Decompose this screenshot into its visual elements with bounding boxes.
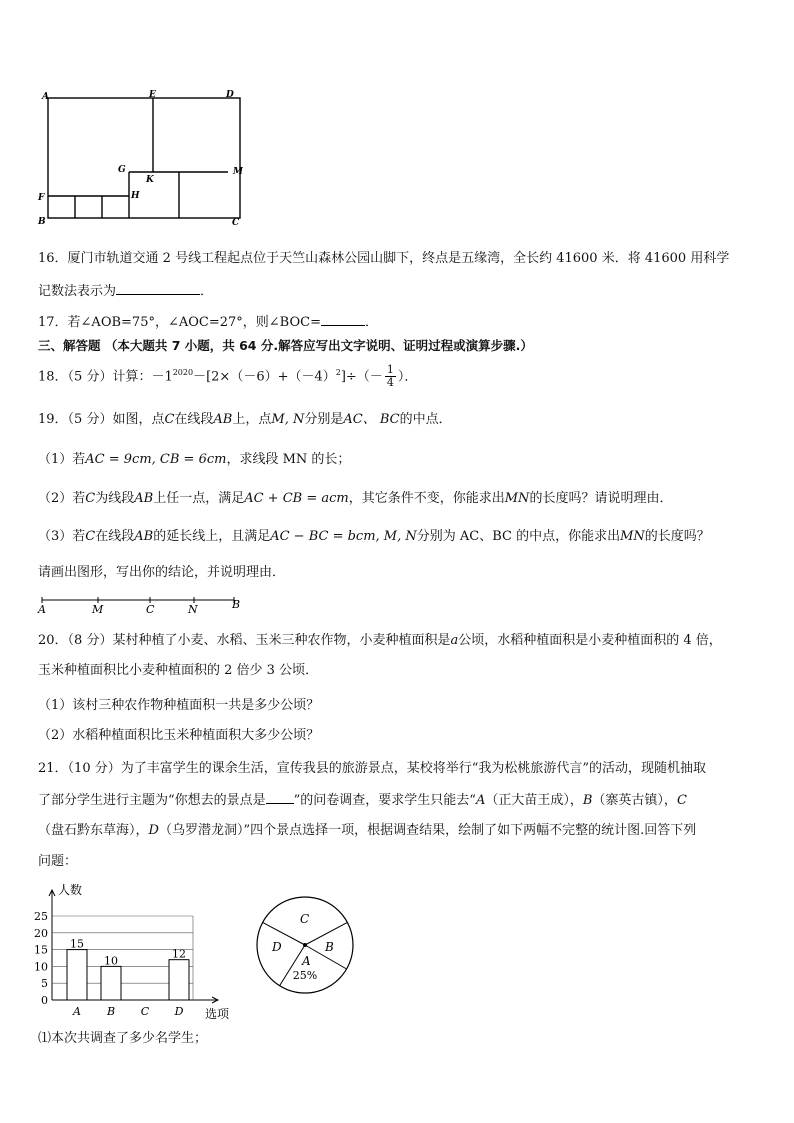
q21-line1: 21．（10 分）为了丰富学生的课余生活，宣传我县的旅游景点，某校将举行“我为松桃旅游代言”的活动，现随机抽取	[38, 761, 707, 776]
q18-exponent-2: 2	[335, 368, 341, 377]
q19-part1	[38, 451, 758, 469]
label-E: E	[149, 90, 156, 100]
seg-label-B: B	[232, 598, 241, 611]
q19-p1-t1: （1）若	[38, 452, 86, 467]
q21-line4: 问题：	[38, 854, 78, 869]
q18-line	[38, 358, 758, 388]
q19-p2-t1: （2）若	[38, 491, 86, 506]
q19-p2-t5: 的长度吗？请说明理由．	[529, 491, 673, 506]
q17-end: ．	[364, 315, 378, 330]
q21-C: C	[676, 793, 687, 808]
q19-p1-t2: ，求线段 MN 的长；	[226, 452, 351, 467]
q21-B: B	[582, 793, 593, 808]
bar-label-D: 12	[172, 947, 186, 961]
q18-text-1: 18．（5 分）计算：－1	[38, 369, 173, 385]
q19-p2-eq: AC + CB = acm	[244, 491, 349, 506]
q19-p3-AB: AB	[134, 529, 154, 544]
y-tick-label: 20	[34, 926, 48, 940]
q19-p3-t2: 在线段	[95, 529, 135, 544]
label-K: K	[146, 175, 154, 185]
label-B: B	[38, 217, 46, 227]
pie-label-B: B	[325, 940, 334, 954]
segment-figure	[36, 593, 246, 615]
q19-p2-t4: ，其它条件不变，你能求出	[348, 491, 505, 506]
q17-text: 17．若∠AOB=75°，∠AOC=27°，则∠BOC=	[38, 315, 321, 330]
q19-p3-t4: 分别为 AC、BC 的中点，你能求出	[416, 529, 621, 544]
seg-label-A: A	[38, 603, 46, 615]
q19-t1: 19．（5 分）如图，点	[38, 412, 165, 427]
q21-D: D	[148, 823, 159, 838]
q20-part1: （1）该村三种农作物种植面积一共是多少公顷？	[38, 698, 320, 713]
bar-A	[67, 950, 87, 1000]
bar-chart	[28, 878, 243, 1023]
q19-t2: 在线段	[174, 412, 214, 427]
q21-t3: （正大苗王成），	[485, 793, 583, 808]
label-H: H	[131, 191, 140, 201]
y-axis-label: 人数	[58, 883, 83, 897]
bar-B	[101, 966, 121, 1000]
q19-AB: AB	[213, 412, 233, 427]
q21-t4: （寨英古镇），	[592, 793, 677, 808]
label-D: D	[226, 90, 234, 100]
rectangle-figure	[36, 88, 256, 228]
q19-t3: 上，点	[232, 412, 272, 427]
pie-annotation: 25%	[292, 969, 318, 982]
bar-label-B: 10	[104, 954, 118, 968]
q21-question-1: ⑴本次共调查了多少名学生；	[38, 1031, 208, 1046]
q18-fraction-num: 1	[386, 363, 394, 377]
q17-line	[38, 313, 758, 332]
q19-ACBC: AC、 BC	[343, 412, 400, 427]
q20-t2: 公顷，水稻种植面积是小麦种植面积的 4 倍，	[458, 633, 722, 648]
label-G: G	[118, 165, 126, 175]
q21-t1: 了部分学生进行主题为“你想去的景点是	[38, 793, 266, 808]
label-A: A	[42, 92, 49, 102]
pie-chart	[248, 883, 363, 998]
q18-fraction-den: 4	[386, 376, 394, 390]
q21-t2: ”的问卷调查，要求学生只能去“	[293, 793, 476, 808]
pie-label-C: C	[300, 912, 310, 926]
q16-end: ．	[200, 284, 214, 299]
q19-t4: 分别是	[304, 412, 344, 427]
q20-part2: （2）水稻种植面积比玉米种植面积大多少公顷？	[38, 728, 320, 743]
y-tick-label: 25	[34, 910, 48, 923]
q16-answer-blank	[116, 282, 200, 295]
q19-C: C	[164, 412, 175, 427]
q19-p3-t5: 的长度吗？	[644, 529, 710, 544]
q20-a: a	[450, 633, 459, 648]
seg-label-M: M	[92, 603, 104, 615]
seg-label-C: C	[146, 603, 155, 615]
label-C: C	[232, 218, 240, 228]
q21-t5: （盘石黔东草海），	[38, 823, 149, 838]
bar-D	[169, 960, 189, 1000]
q18-fraction	[385, 364, 396, 389]
q19-p2-MN: MN	[504, 491, 530, 506]
q20-line1	[38, 632, 758, 650]
q18-text-3: ]÷（－	[340, 369, 383, 385]
x-tick-B: B	[106, 1005, 116, 1018]
pie-center	[303, 943, 307, 947]
q19-p2-AB: AB	[134, 491, 154, 506]
q19-p3-MN: MN	[620, 529, 645, 544]
q19-t5: 的中点．	[399, 412, 452, 427]
y-tick-label: 10	[34, 960, 48, 974]
y-tick-label: 15	[34, 943, 48, 957]
q20-line2: 玉米种植面积比小麦种植面积的 2 倍少 3 公顷．	[38, 663, 319, 678]
q18-exponent: 2020	[172, 368, 194, 377]
q19-p3-C: C	[85, 529, 96, 544]
x-tick-A: A	[73, 1005, 81, 1018]
q19-line1	[38, 411, 758, 429]
section-3-heading: 三、解答题 （本大题共 7 小题，共 64 分.解答应写出文字说明、证明过程或演算步骤.）	[38, 338, 533, 353]
q19-p1-eq: AC = 9cm, CB = 6cm	[85, 452, 227, 467]
q19-part3-line2: 请画出图形，写出你的结论，并说明理由．	[38, 565, 286, 580]
q18-text-4: ）．	[397, 369, 418, 385]
q21-t6: （乌罗潜龙洞）”四个景点选择一项，根据调查结果，绘制了如下两幅不完整的统计图.回答下列	[158, 823, 697, 838]
q19-MN: M, N	[271, 412, 305, 427]
q16-text: 记数法表示为	[38, 284, 117, 299]
y-tick-label: 0	[41, 994, 48, 1007]
label-M: M	[233, 167, 243, 177]
q19-p2-t2: 为线段	[95, 491, 135, 506]
q17-answer-blank	[321, 313, 365, 326]
q19-part3	[38, 528, 758, 546]
q19-p3-t3: 的延长线上，且满足	[153, 529, 271, 544]
q18-text-2: －[2×（－6）+（－4）	[193, 369, 336, 385]
q16-line2	[38, 282, 758, 301]
q21-blank	[266, 791, 294, 804]
q19-p3-t1: （3）若	[38, 529, 86, 544]
q19-part2	[38, 490, 758, 508]
seg-label-N: N	[188, 603, 198, 615]
label-F: F	[38, 193, 45, 203]
q21-line2	[38, 791, 758, 810]
y-tick-label: 5	[41, 977, 48, 991]
x-tick-D: D	[174, 1005, 184, 1018]
pie-label-D: D	[272, 940, 282, 954]
q21-A: A	[475, 793, 486, 808]
q19-p3-eq: AC − BC = bcm, M, N	[270, 529, 417, 544]
pie-label-A: A	[302, 954, 311, 968]
x-tick-C: C	[140, 1005, 150, 1018]
q20-t1: 20．（8 分）某村种植了小麦、水稻、玉米三种农作物，小麦种植面积是	[38, 633, 451, 648]
bar-label-A: 15	[70, 937, 84, 951]
q21-line3	[38, 822, 758, 840]
x-axis-label: 选项	[205, 1007, 230, 1021]
q19-p2-C: C	[85, 491, 96, 506]
q16-line1: 16．厦门市轨道交通 2 号线工程起点位于天竺山森林公园山脚下，终点是五缘湾，全长约 41600 米．将 41600 用科学	[38, 251, 730, 266]
q19-p2-t3: 上任一点，满足	[153, 491, 245, 506]
